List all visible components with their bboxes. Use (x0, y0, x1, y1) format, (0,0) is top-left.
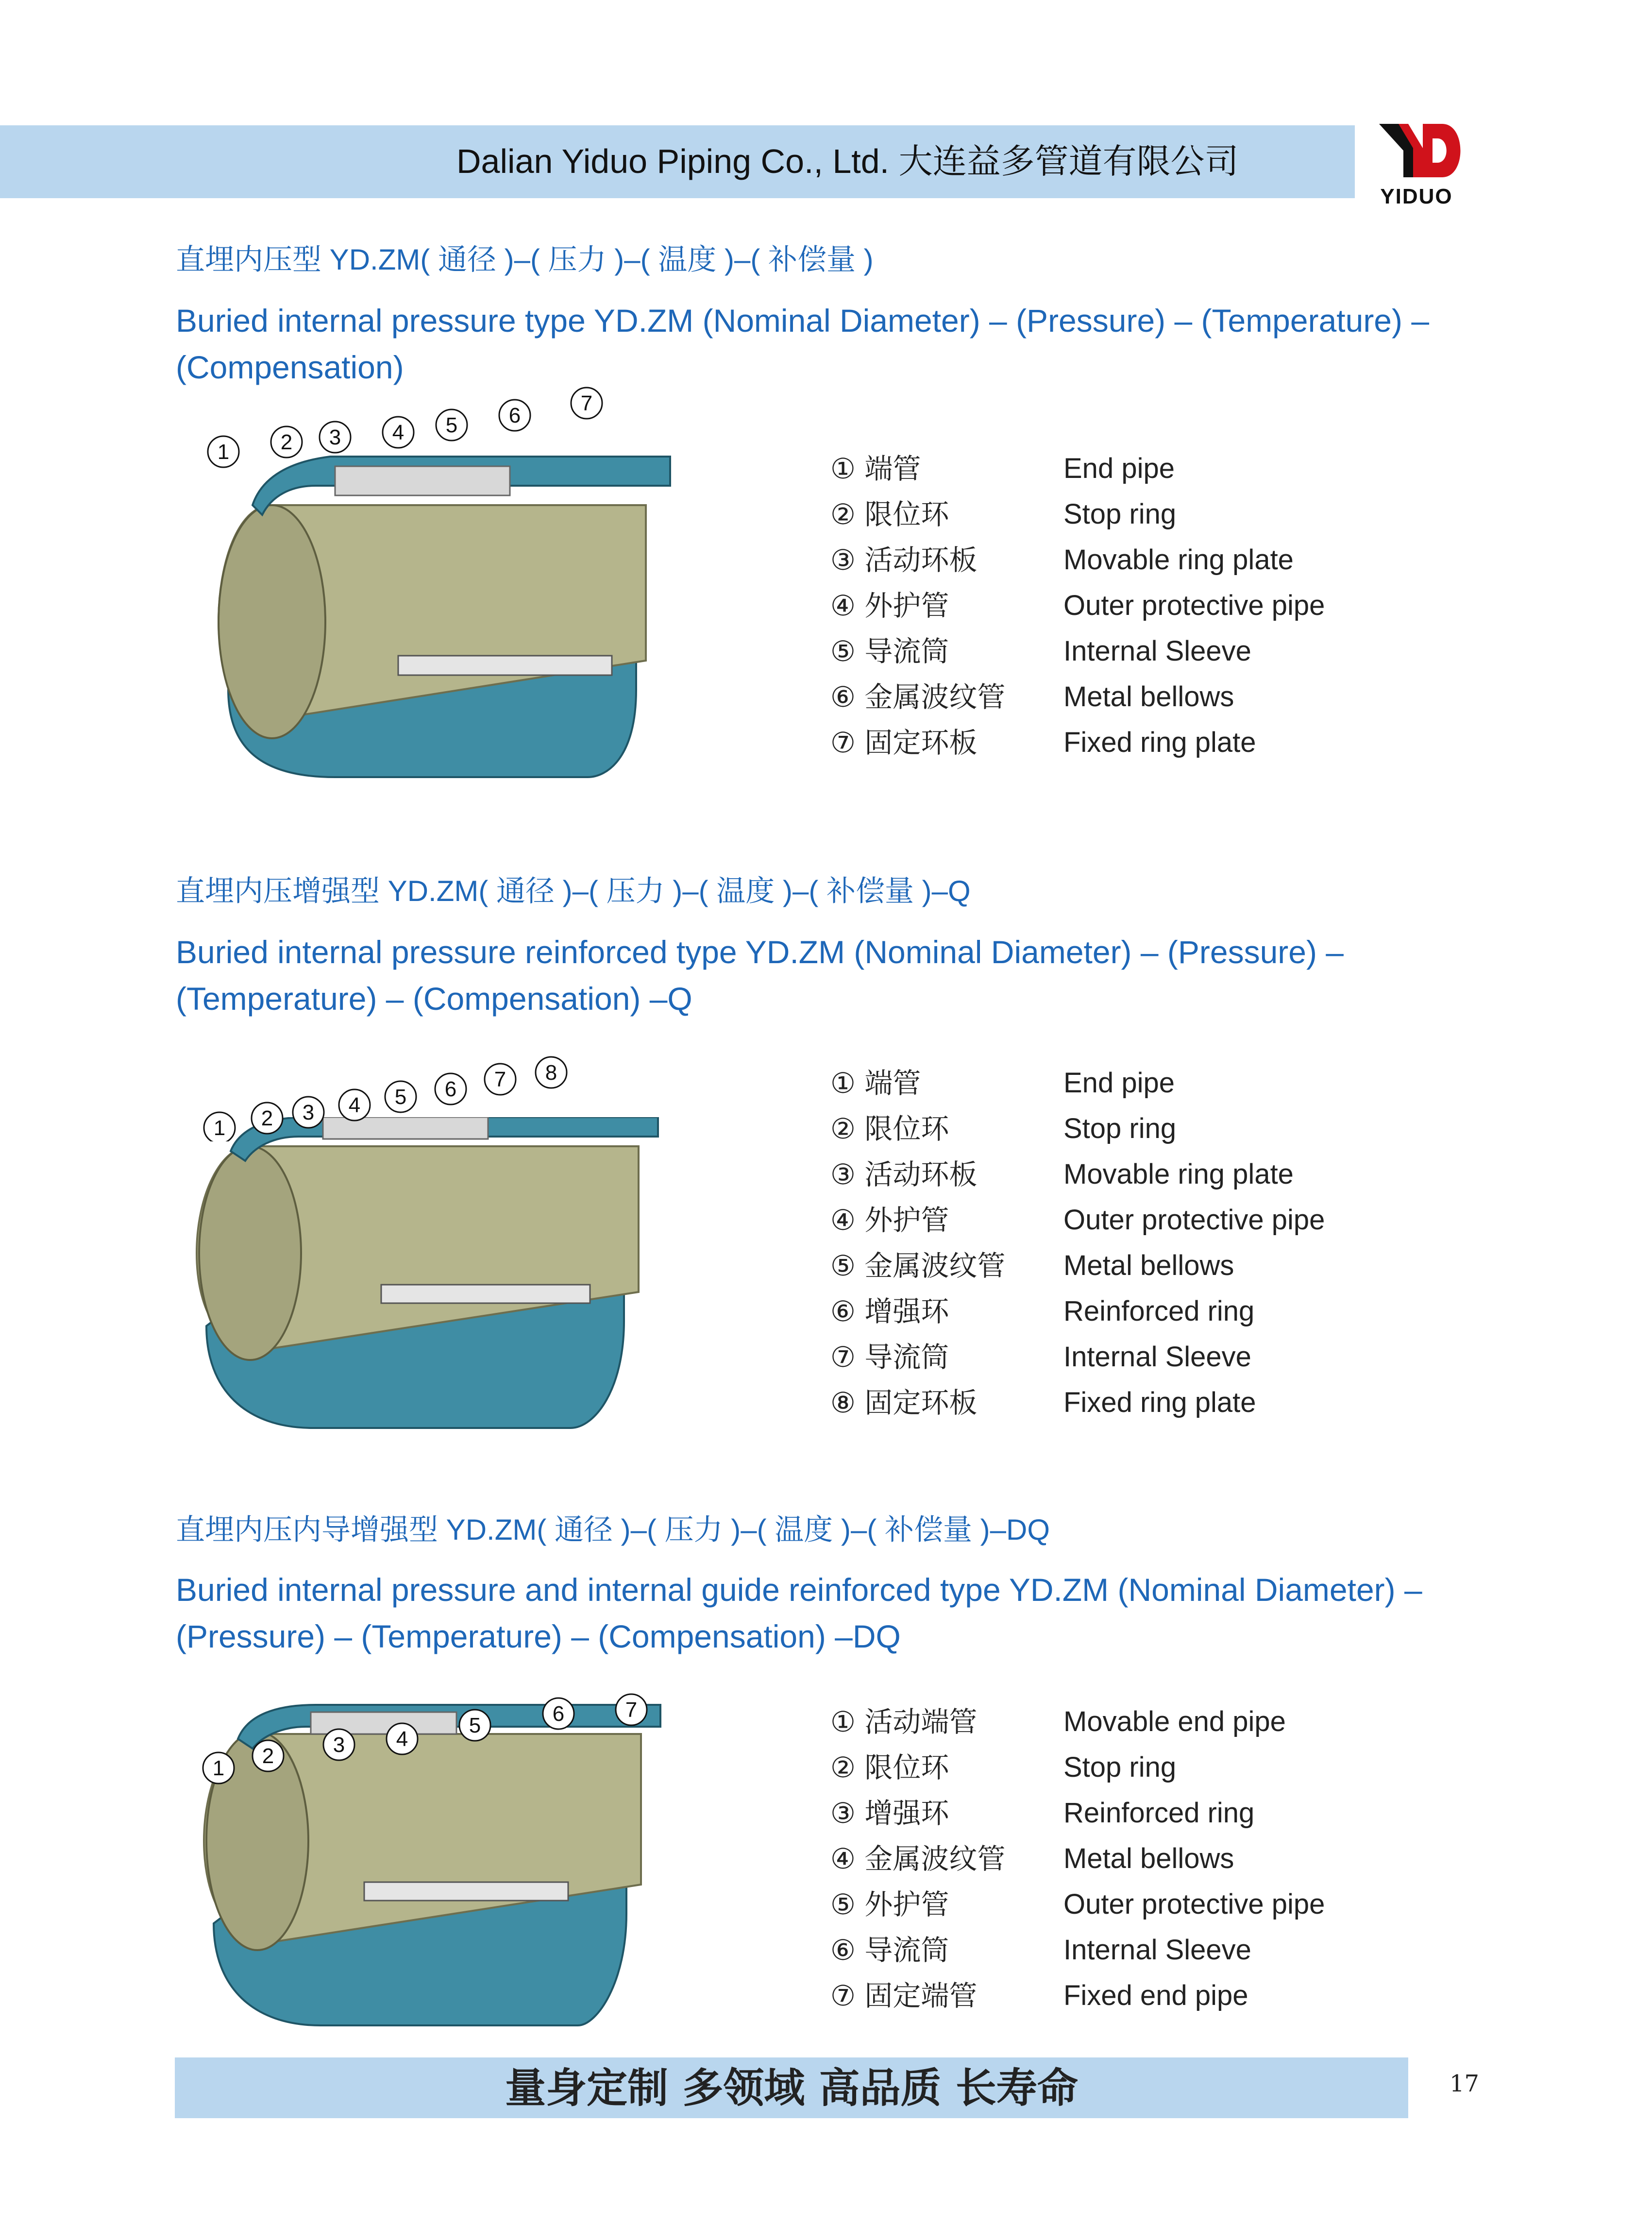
callout-3: 3 (333, 1733, 345, 1757)
callout-7: 7 (494, 1068, 506, 1091)
callout-5: 5 (445, 413, 458, 437)
list-item: ⑥ 金属波纹管 Metal bellows (830, 680, 1234, 714)
callout-1: 1 (212, 1756, 225, 1780)
callout-2: 2 (261, 1106, 273, 1130)
list-item: ⑤ 金属波纹管 Metal bellows (830, 1249, 1234, 1282)
section-2-title-cn: 直埋内压增强型 YD.ZM( 通径 )–( 压力 )–( 温度 )–( 补偿量 )–Q (176, 875, 971, 907)
callout-2: 2 (262, 1744, 274, 1768)
list-item: ⑥ 增强环 Reinforced ring (830, 1295, 1255, 1328)
list-item: ⑦ 固定环板 Fixed ring plate (830, 726, 1256, 759)
callout-8: 8 (545, 1061, 557, 1085)
list-item: ① 活动端管 Movable end pipe (830, 1705, 1286, 1738)
list-item: ④ 外护管 Outer protective pipe (830, 589, 1325, 622)
callout-1: 1 (213, 1116, 226, 1140)
callout-2: 2 (280, 430, 293, 454)
list-item: ⑤ 导流筒 Internal Sleeve (830, 635, 1251, 668)
callout-4: 4 (348, 1093, 361, 1117)
list-item: ③ 活动环板 Movable ring plate (830, 544, 1294, 577)
page-number: 17 (1450, 2070, 1480, 2097)
callout-3: 3 (302, 1101, 315, 1124)
section-2-parts-list (830, 1064, 1462, 1429)
callout-1: 1 (217, 440, 230, 464)
section-1-title-en: Buried internal pressure type YD.ZM (Nominal Diameter) – (Pressure) – (Temperature) – (Compensation) (176, 303, 1430, 385)
company-name: Dalian Yiduo Piping Co., Ltd. 大连益多管道有限公司 (456, 142, 1239, 180)
section-1-title-cn: 直埋内压型 YD.ZM( 通径 )–( 压力 )–( 温度 )–( 补偿量 ) (176, 243, 874, 276)
callout-6: 6 (508, 404, 521, 427)
callout-7: 7 (580, 391, 593, 415)
list-item: ⑦ 导流筒 Internal Sleeve (830, 1341, 1251, 1374)
logo-text: YIDUO (1380, 185, 1453, 208)
callout-5: 5 (469, 1714, 481, 1737)
list-item: ④ 金属波纹管 Metal bellows (830, 1842, 1234, 1875)
list-item: ⑥ 导流筒 Internal Sleeve (830, 1934, 1251, 1967)
section-1-parts-list (830, 449, 1462, 769)
callout-4: 4 (396, 1727, 408, 1751)
callout-7: 7 (625, 1698, 638, 1722)
callout-6: 6 (552, 1702, 565, 1726)
list-item: ① 端管 End pipe (830, 452, 1175, 485)
callout-5: 5 (394, 1085, 407, 1109)
list-item: ③ 活动环板 Movable ring plate (830, 1158, 1294, 1191)
list-item: ⑦ 固定端管 Fixed end pipe (830, 1979, 1248, 2012)
list-item: ③ 增强环 Reinforced ring (830, 1797, 1255, 1830)
section-3-title-en: Buried internal pressure and internal guide reinforced type YD.ZM (Nominal Diameter) – (Pressure) – (Temperature) – (Compensation) –DQ (176, 1572, 1422, 1654)
list-item: ① 端管 End pipe (830, 1067, 1175, 1100)
list-item: ② 限位环 Stop ring (830, 1751, 1177, 1784)
callout-6: 6 (444, 1077, 457, 1101)
callout-4: 4 (392, 421, 405, 444)
section-2-title-en: Buried internal pressure reinforced type YD.ZM (Nominal Diameter) – (Pressure) – (Temperature) – (Compensation) –Q (176, 934, 1344, 1017)
section-3-title-cn: 直埋内压内导增强型 YD.ZM( 通径 )–( 压力 )–( 温度 )–( 补偿量 )–DQ (176, 1513, 1050, 1546)
section-3-parts-list (830, 1702, 1462, 2022)
list-item: ⑧ 固定环板 Fixed ring plate (830, 1386, 1256, 1419)
section-2-diagram (192, 1117, 668, 1438)
callout-3: 3 (329, 425, 341, 449)
list-item: ② 限位环 Stop ring (830, 498, 1177, 531)
footer-slogan: 量身定制 多领域 高品质 长寿命 (505, 2064, 1078, 2112)
list-item: ② 限位环 Stop ring (830, 1112, 1177, 1145)
list-item: ④ 外护管 Outer protective pipe (830, 1204, 1325, 1237)
list-item: ⑤ 外护管 Outer protective pipe (830, 1888, 1325, 1921)
